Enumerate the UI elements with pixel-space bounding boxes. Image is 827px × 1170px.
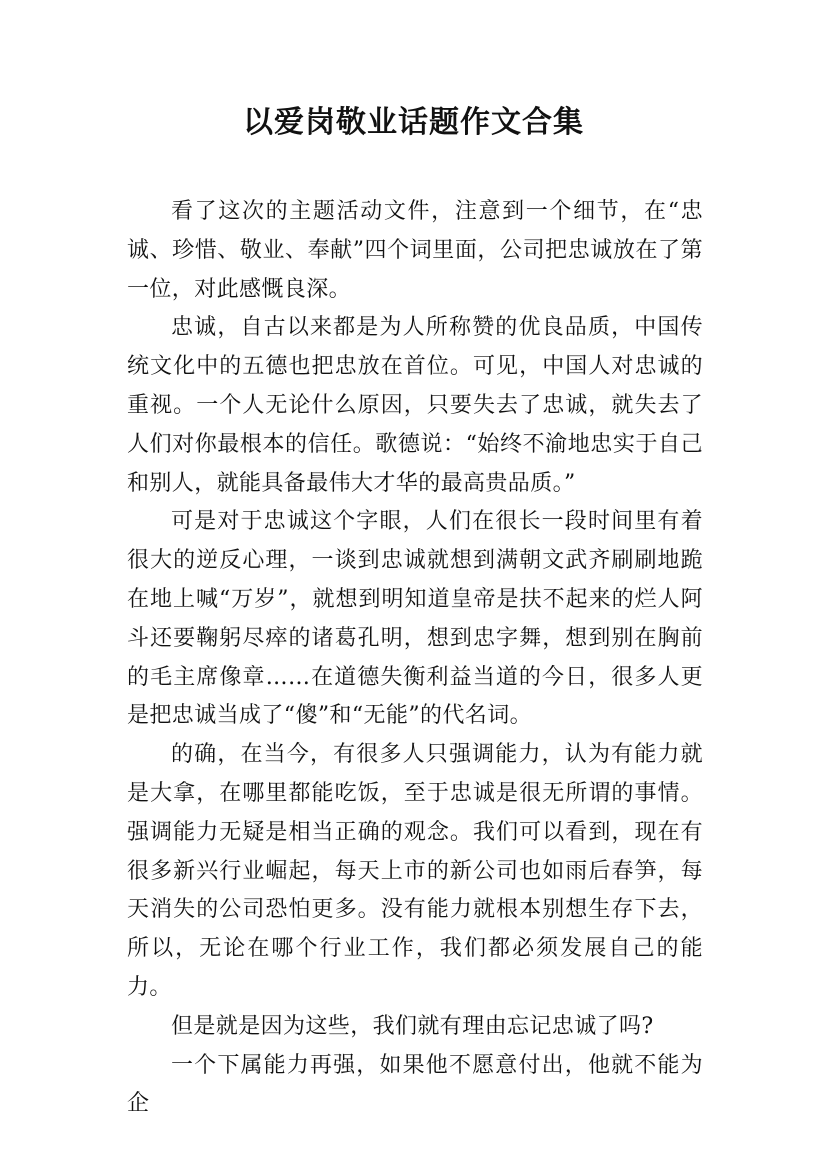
paragraph-6: 一个下属能力再强，如果他不愿意付出，他就不能为企 bbox=[127, 1052, 703, 1117]
paragraph-3: 可是对于忠诚这个字眼，人们在很长一段时间里有着很大的逆反心理，一谈到忠诚就想到满朝文武齐刷刷地跪在地上喊“万岁”，就想到明知道皇帝是扶不起来的烂人阿斗还要鞠躬尽瘁的诸葛孔明，想到忠字舞，想到别在胸前的毛主席像章……在道德失衡利益当道的今日，很多人更是把忠诚当成了“傻”和“无能”的代名词。 bbox=[127, 509, 703, 729]
document-title: 以爱岗敬业话题作文合集 bbox=[243, 105, 584, 140]
paragraph-5: 但是就是因为这些，我们就有理由忘记忠诚了吗? bbox=[171, 1013, 654, 1039]
paragraph-1: 看了这次的主题活动文件，注意到一个细节，在“忠诚、珍惜、敬业、奉献”四个词里面，公司把忠诚放在了第一位，对此感慨良深。 bbox=[127, 199, 703, 302]
paragraph-4: 的确，在当今，有很多人只强调能力，认为有能力就是大拿，在哪里都能吃饭，至于忠诚是很无所谓的事情。强调能力无疑是相当正确的观念。我们可以看到，现在有很多新兴行业崛起，每天上市的新公司也如雨后春笋，每天消失的公司恐怕更多。没有能力就根本别想生存下去，所以，无论在哪个行业工作，我们都必须发展自己的能力。 bbox=[127, 742, 703, 1000]
paragraph-2: 忠诚，自古以来都是为人所称赞的优良品质，中国传统文化中的五德也把忠放在首位。可见，中国人对忠诚的重视。一个人无论什么原因，只要失去了忠诚，就失去了人们对你最根本的信任。歌德说：“始终不渝地忠实于自己和别人，就能具备最伟大才华的最高贵品质。” bbox=[127, 315, 703, 496]
document-body bbox=[127, 193, 703, 1124]
